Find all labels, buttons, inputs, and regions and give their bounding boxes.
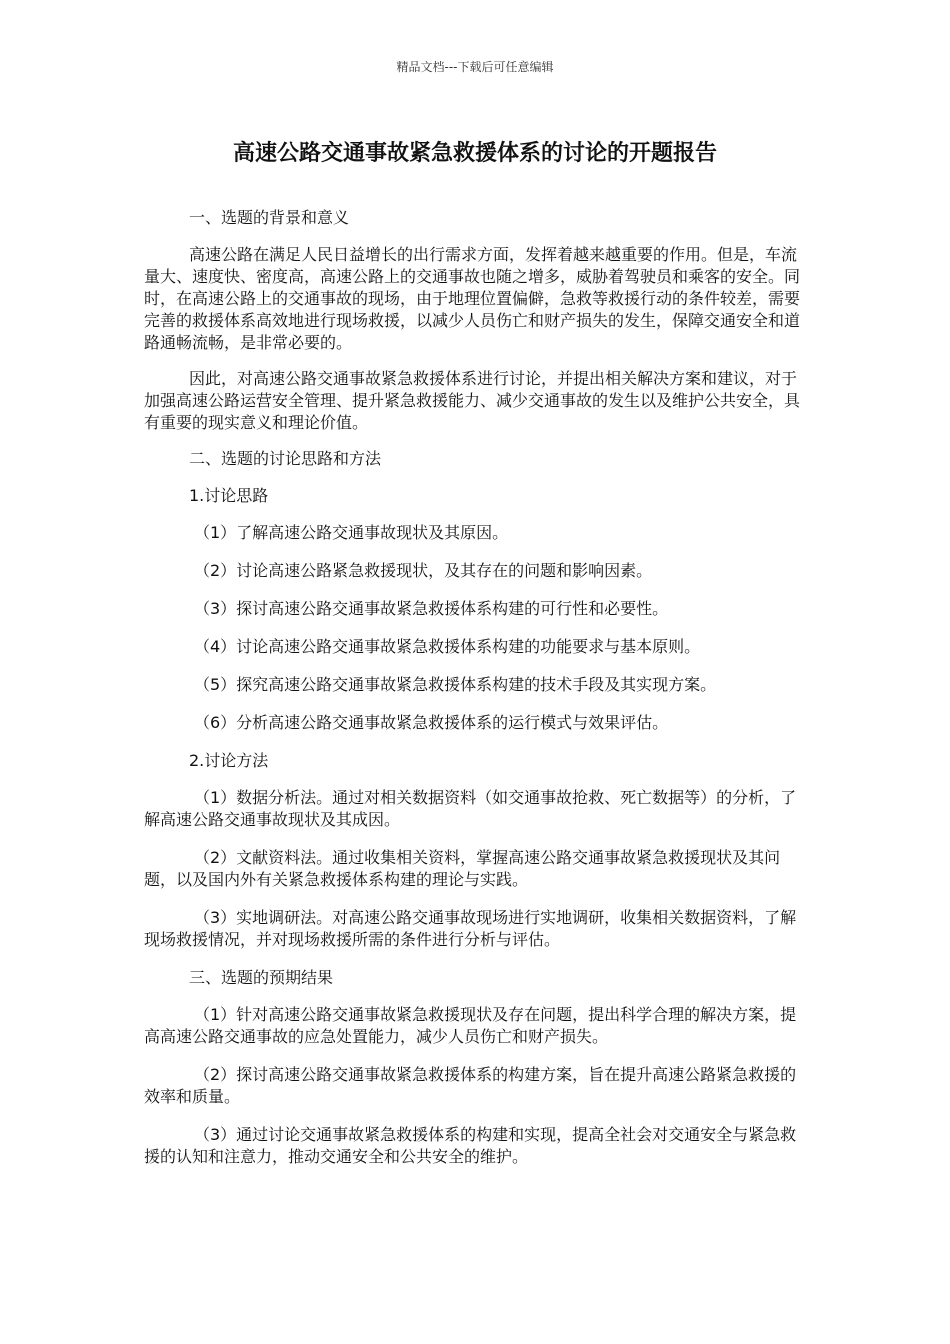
- subheading-methods: 2.讨论方法: [189, 751, 269, 770]
- document-body: [144, 207, 806, 1184]
- background-paragraph-2: 因此，对高速公路交通事故紧急救援体系进行讨论，并提出相关解决方案和建议，对于加强高速公路运营安全管理、提升紧急救援能力、减少交通事故的发生以及维护公共安全，具有重要的现实意义和理论价值。: [144, 369, 801, 432]
- method-item: （2）文献资料法。通过收集相关资料，掌握高速公路交通事故紧急救援现状及其问题，以及国内外有关紧急救援体系构建的理论与实践。: [144, 848, 781, 889]
- approach-item: （2）讨论高速公路紧急救援现状，及其存在的问题和影响因素。: [194, 561, 653, 580]
- section-heading-expected-results: 三、选题的预期结果: [189, 968, 334, 987]
- document-title: 高速公路交通事故紧急救援体系的讨论的开题报告: [232, 141, 717, 166]
- result-item: （1）针对高速公路交通事故紧急救援现状及存在问题，提出科学合理的解决方案，提高高速公路交通事故的应急处置能力，减少人员伤亡和财产损失。: [144, 1005, 797, 1046]
- page-header-note: 精品文档---下载后可任意编辑: [396, 60, 554, 74]
- method-item: （1）数据分析法。通过对相关数据资料（如交通事故抢救、死亡数据等）的分析，了解高速公路交通事故现状及其成因。: [144, 788, 797, 829]
- approach-item: （6）分析高速公路交通事故紧急救援体系的运行模式与效果评估。: [194, 713, 669, 732]
- subheading-approach: 1.讨论思路: [189, 486, 269, 505]
- method-item: （3）实地调研法。对高速公路交通事故现场进行实地调研，收集相关数据资料，了解现场救援情况，并对现场救援所需的条件进行分析与评估。: [144, 908, 797, 949]
- section-heading-approach: 二、选题的讨论思路和方法: [189, 449, 382, 468]
- section-heading-background: 一、选题的背景和意义: [189, 208, 350, 227]
- approach-item: （5）探究高速公路交通事故紧急救援体系构建的技术手段及其实现方案。: [194, 675, 717, 694]
- background-paragraph-1: 高速公路在满足人民日益增长的出行需求方面，发挥着越来越重要的作用。但是，车流量大、速度快、密度高，高速公路上的交通事故也随之增多，威胁着驾驶员和乘客的安全。同时，在高速公路上的交通事故的现场，由于地理位置偏僻，急救等救援行动的条件较差，需要完善的救援体系高效地进行现场救援，以减少人员伤亡和财产损失的发生，保障交通安全和道路通畅流畅，是非常必要的。: [144, 245, 801, 352]
- approach-item: （1）了解高速公路交通事故现状及其原因。: [194, 523, 509, 542]
- approach-item: （4）讨论高速公路交通事故紧急救援体系构建的功能要求与基本原则。: [194, 637, 701, 656]
- result-item: （2）探讨高速公路交通事故紧急救援体系的构建方案，旨在提升高速公路紧急救援的效率和质量。: [144, 1065, 797, 1106]
- approach-item: （3）探讨高速公路交通事故紧急救援体系构建的可行性和必要性。: [194, 599, 669, 618]
- result-item: （3）通过讨论交通事故紧急救援体系的构建和实现，提高全社会对交通安全与紧急救援的认知和注意力，推动交通安全和公共安全的维护。: [144, 1125, 797, 1166]
